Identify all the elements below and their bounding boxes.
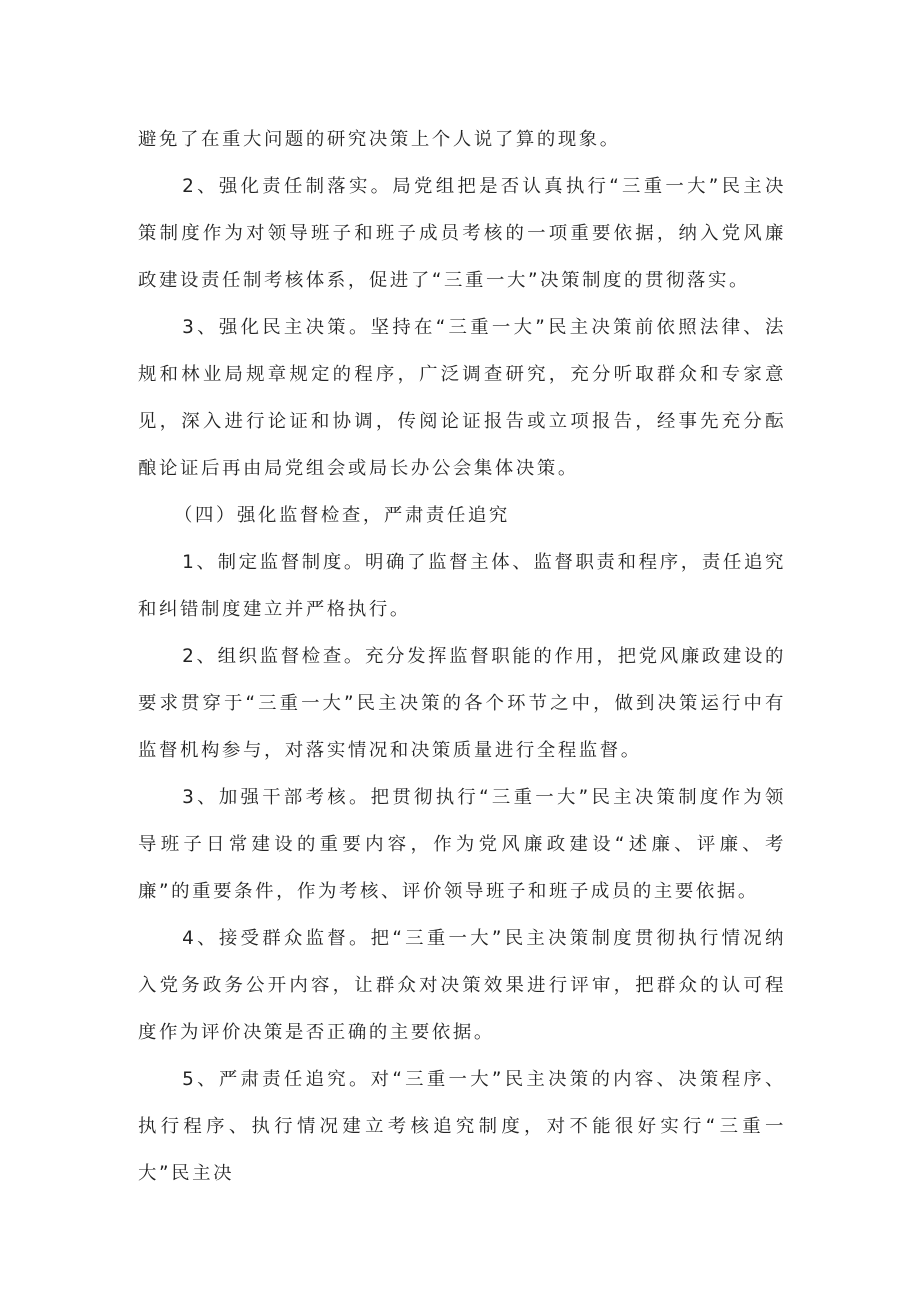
paragraph-item-3-cadre-assessment: 3、加强干部考核。把贯彻执行“三重一大”民主决策制度作为领导班子日常建设的重要内容，作为党风廉政建设“述廉、评廉、考廉”的重要条件，作为考核、评价领导班子和班子成员的主要依据。 [138,787,786,902]
section-heading-4: （四）强化监督检查，严肃责任追究 [174,505,510,526]
paragraph-item-4-public-supervision: 4、接受群众监督。把“三重一大”民主决策制度贯彻执行情况纳入党务政务公开内容，让群众对决策效果进行评审，把群众的认可程度作为评价决策是否正确的主要依据。 [138,928,786,1043]
paragraph-item-2-supervision-inspection: 2、组织监督检查。充分发挥监督职能的作用，把党风廉政建设的要求贯穿于“三重一大”民主决策的各个环节之中，做到决策运行中有监督机构参与，对落实情况和决策质量进行全程监督。 [138,646,786,761]
paragraph-item-3-democratic-decision: 3、强化民主决策。坚持在“三重一大”民主决策前依照法律、法规和林业局规章规定的程序，广泛调查研究，充分听取群众和专家意见，深入进行论证和协调，传阅论证报告或立项报告，经事先充分酝酿论证后再由局党组会或局长办公会集体决策。 [138,317,786,479]
paragraph-continuation: 避免了在重大问题的研究决策上个人说了算的现象。 [138,129,621,150]
document-body [138,116,786,1197]
paragraph-item-1-supervision-system: 1、制定监督制度。明确了监督主体、监督职责和程序，责任追究和纠错制度建立并严格执行。 [138,552,786,620]
paragraph-item-2-responsibility: 2、强化责任制落实。局党组把是否认真执行“三重一大”民主决策制度作为对领导班子和班子成员考核的一项重要依据，纳入党风廉政建设责任制考核体系，促进了“三重一大”决策制度的贯彻落实。 [138,176,786,291]
paragraph-item-5-accountability: 5、严肃责任追究。对“三重一大”民主决策的内容、决策程序、执行程序、执行情况建立考核追究制度，对不能很好实行“三重一大”民主决 [138,1069,786,1184]
